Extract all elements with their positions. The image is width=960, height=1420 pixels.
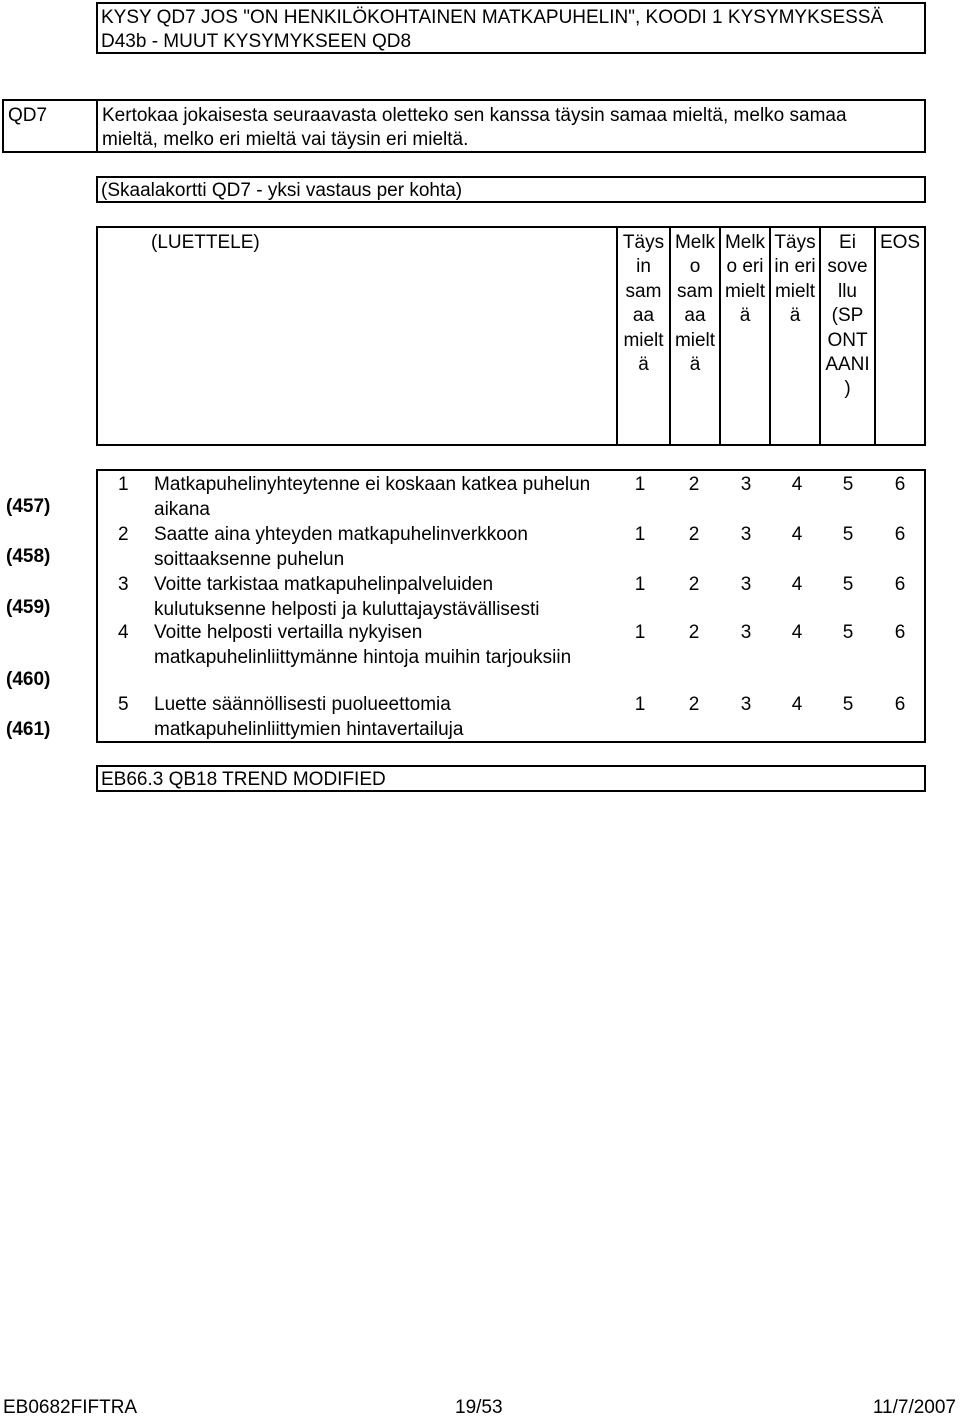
trend-note: EB66.3 QB18 TREND MODIFIED [96, 765, 926, 792]
list-item [98, 621, 924, 693]
header-col-fully-agree: Täys in sam aa mielt ä [616, 228, 669, 444]
question-id: QD7 [8, 105, 48, 126]
question-text-line-2: mieltä, melko eri mieltä vai täysin eri mieltä. [102, 129, 469, 150]
item-text-line-2: matkapuhelinliittymänne hintoja muihin tarjouksiin [154, 647, 572, 668]
item-number: 2 [118, 524, 129, 545]
answer-code-5[interactable]: 5 [842, 622, 854, 643]
answer-code-2[interactable]: 2 [688, 694, 700, 715]
answer-code-1[interactable]: 1 [634, 622, 646, 643]
answer-code-4[interactable]: 4 [791, 474, 803, 495]
item-id-459: (459) [6, 597, 51, 618]
answer-code-2[interactable]: 2 [688, 524, 700, 545]
list-item [98, 693, 924, 743]
header-col-fully-disagree: Täys in eri mielt ä [769, 228, 819, 444]
header-col-somewhat-agree: Melk o sam aa mielt ä [669, 228, 719, 444]
instruction-box [96, 2, 926, 54]
answer-code-4[interactable]: 4 [791, 574, 803, 595]
answer-code-5[interactable]: 5 [842, 574, 854, 595]
answer-code-3[interactable]: 3 [740, 524, 752, 545]
item-text-line-2: aikana [154, 499, 210, 520]
item-id-458: (458) [6, 546, 51, 567]
answer-code-2[interactable]: 2 [688, 574, 700, 595]
answer-code-4[interactable]: 4 [791, 524, 803, 545]
item-id-457: (457) [6, 496, 51, 517]
answer-code-3[interactable]: 3 [740, 694, 752, 715]
answer-code-3[interactable]: 3 [740, 622, 752, 643]
answer-code-5[interactable]: 5 [842, 474, 854, 495]
answer-code-5[interactable]: 5 [842, 694, 854, 715]
answer-code-6[interactable]: 6 [894, 574, 906, 595]
item-id-460: (460) [6, 669, 51, 690]
answer-code-6[interactable]: 6 [894, 622, 906, 643]
item-number: 4 [118, 622, 129, 643]
item-number: 3 [118, 574, 129, 595]
header-col-somewhat-disagree: Melk o eri mielt ä [719, 228, 769, 444]
answer-code-1[interactable]: 1 [634, 694, 646, 715]
item-text-line-2: soittaaksenne puhelun [154, 549, 345, 570]
item-id-461: (461) [6, 719, 51, 740]
answer-code-1[interactable]: 1 [634, 574, 646, 595]
question-text [102, 104, 922, 152]
answer-code-5[interactable]: 5 [842, 524, 854, 545]
answer-code-6[interactable]: 6 [894, 474, 906, 495]
item-text-line-1: Voitte tarkistaa matkapuhelinpalveluiden [154, 574, 494, 595]
answer-code-3[interactable]: 3 [740, 474, 752, 495]
list-item [98, 573, 924, 623]
answer-code-2[interactable]: 2 [688, 622, 700, 643]
items-box [96, 469, 926, 743]
item-text-line-1: Saatte aina yhteyden matkapuhelinverkkoon [154, 524, 528, 545]
header-col-not-applicable: Ei sove llu (SP ONT AANI ) [819, 228, 874, 444]
answer-header [96, 226, 926, 446]
list-label: (LUETTELE) [151, 232, 260, 253]
answer-code-1[interactable]: 1 [634, 524, 646, 545]
item-text-line-1: Luette säännöllisesti puolueettomia [154, 694, 451, 715]
instruction-line-2: D43b - MUUT KYSYMYKSEEN QD8 [101, 31, 412, 52]
question-divider [96, 101, 98, 151]
answer-code-4[interactable]: 4 [791, 694, 803, 715]
scale-note: (Skaalakortti QD7 - yksi vastaus per kohta) [96, 176, 926, 203]
answer-code-3[interactable]: 3 [740, 574, 752, 595]
item-text-line-1: Voitte helposti vertailla nykyisen [154, 622, 423, 643]
question-row [2, 99, 926, 153]
footer-page-number: 19/53 [455, 1397, 503, 1418]
item-number: 5 [118, 694, 129, 715]
answer-code-6[interactable]: 6 [894, 524, 906, 545]
question-text-line-1: Kertokaa jokaisesta seuraavasta oletteko sen kanssa täysin samaa mieltä, melko samaa [102, 105, 847, 126]
item-number: 1 [118, 474, 129, 495]
list-item [98, 473, 924, 523]
answer-code-6[interactable]: 6 [894, 694, 906, 715]
header-col-dont-know: EOS [874, 228, 924, 444]
instruction-line-1: KYSY QD7 JOS "ON HENKILÖKOHTAINEN MATKAPUHELIN", KOODI 1 KYSYMYKSESSÄ [101, 7, 884, 28]
footer-date: 11/7/2007 [872, 1397, 956, 1418]
footer-document-code: EB0682FIFTRA [3, 1397, 138, 1418]
item-text-line-2: matkapuhelinliittymien hintavertailuja [154, 719, 464, 740]
item-text-line-2: kulutuksenne helposti ja kuluttajaystävällisesti [154, 599, 540, 620]
item-text-line-1: Matkapuhelinyhteytenne ei koskaan katkea puhelun [154, 474, 591, 495]
list-item [98, 523, 924, 573]
answer-code-1[interactable]: 1 [634, 474, 646, 495]
answer-code-4[interactable]: 4 [791, 622, 803, 643]
answer-code-2[interactable]: 2 [688, 474, 700, 495]
